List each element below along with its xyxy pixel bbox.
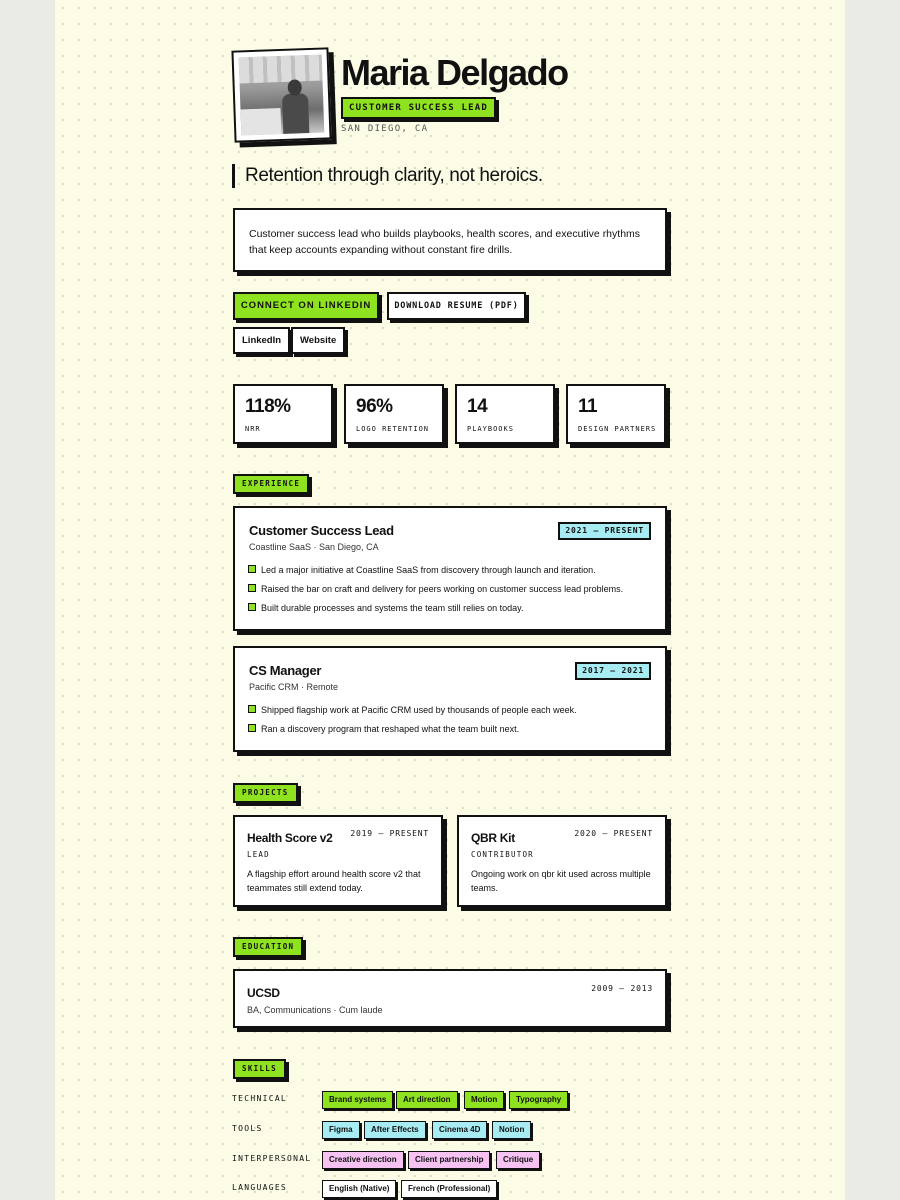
project-role: LEAD [247,850,270,859]
section-heading-experience: EXPERIENCE [233,474,309,494]
experience-card [233,506,667,631]
skill-chip: English (Native) [322,1180,396,1198]
bullet-marker [248,565,256,573]
skill-category-label: INTERPERSONAL [232,1154,312,1163]
stat-label: NRR [245,425,261,433]
education-card [233,969,667,1028]
skill-chip: Figma [322,1121,360,1139]
role-badge: CUSTOMER SUCCESS LEAD [341,97,496,119]
tagline: Retention through clarity, not heroics. [232,164,543,188]
skill-chip: After Effects [364,1121,426,1139]
job-title: CS Manager [249,663,322,678]
skill-chip: Creative direction [322,1151,404,1169]
website-link[interactable]: Website [291,327,345,354]
project-title: Health Score v2 [247,831,333,845]
stat-label: PLAYBOOKS [467,425,514,433]
stat-value: 118% [245,396,291,417]
project-card [457,815,667,907]
bullet-item [248,564,623,583]
skill-chip: Critique [496,1151,540,1169]
person-name: Maria Delgado [341,52,568,93]
project-description: Ongoing work on qbr kit used across multiple teams. [471,869,651,893]
section-heading-projects: PROJECTS [233,783,298,803]
download-resume-button[interactable]: DOWNLOAD RESUME (PDF) [387,292,526,320]
skill-chip: Typography [509,1091,568,1109]
skill-chip: Brand systems [322,1091,393,1109]
bullet-marker [248,724,256,732]
profile-photo [231,47,331,142]
linkedin-link[interactable]: LinkedIn [233,327,290,354]
experience-card [233,646,667,752]
skill-category-label: TOOLS [232,1124,263,1133]
section-heading-education: EDUCATION [233,937,303,957]
date-badge: 2017 — 2021 [575,662,651,680]
job-title: Customer Success Lead [249,523,394,538]
education-dates: 2009 — 2013 [591,984,653,993]
bullet-text: Raised the bar on craft and delivery for peers working on customer success lead problems. [261,584,624,594]
school-name: UCSD [247,986,280,1000]
date-badge: 2021 — PRESENT [558,522,651,540]
bullet-text: Ran a discovery program that reshaped what the team built next. [261,724,520,734]
degree-text: BA, Communications · Cum laude [247,1005,383,1015]
bullet-item [248,583,623,602]
section-heading-skills: SKILLS [233,1059,286,1079]
bullet-item [248,723,577,742]
company-text: Pacific CRM · Remote [249,682,339,692]
stat-value: 14 [467,396,488,417]
bullet-text: Shipped flagship work at Pacific CRM used by thousands of people each week. [261,705,577,715]
summary-text: Customer success lead who builds playbooks, health scores, and executive rhythms that keep accounts expanding without constant fire drills. [249,228,641,256]
bullet-list [248,704,577,742]
stat-label: LOGO RETENTION [356,425,430,433]
project-title: QBR Kit [471,831,515,845]
bullet-marker [248,584,256,592]
skill-chip: Art direction [396,1091,458,1109]
skill-chip: Cinema 4D [432,1121,487,1139]
bullet-item [248,704,577,723]
stat-card-design-partners [566,384,666,444]
bullet-text: Built durable processes and systems the team still relies on today. [261,603,524,613]
skill-chip: French (Professional) [401,1180,497,1198]
portrait-image [239,55,325,136]
connect-linkedin-button[interactable]: CONNECT ON LINKEDIN [233,292,379,320]
stat-value: 96% [356,396,393,417]
bullet-marker [248,603,256,611]
stat-card-playbooks [455,384,555,444]
project-card [233,815,443,907]
stat-card-logo-retention [344,384,444,444]
bullet-text: Led a major initiative at Coastline SaaS from discovery through launch and iteration. [261,565,596,575]
company-text: Coastline SaaS · San Diego, CA [249,542,379,552]
stat-card-nrr [233,384,333,444]
skill-category-label: LANGUAGES [232,1183,288,1192]
location-text: SAN DIEGO, CA [341,124,429,134]
project-description: A flagship effort around health score v2 that teammates still extend today. [247,869,421,893]
project-dates: 2019 — PRESENT [350,829,429,838]
stat-label: DESIGN PARTNERS [578,425,657,433]
skill-category-label: TECHNICAL [232,1094,288,1103]
skill-chip: Motion [464,1091,504,1109]
bullet-item [248,602,623,621]
project-role: CONTRIBUTOR [471,850,534,859]
summary-card [233,208,667,272]
project-dates: 2020 — PRESENT [574,829,653,838]
skill-chip: Client partnership [408,1151,490,1169]
skill-chip: Notion [492,1121,531,1139]
bullet-marker [248,705,256,713]
bullet-list [248,564,623,621]
stat-value: 11 [578,396,598,417]
